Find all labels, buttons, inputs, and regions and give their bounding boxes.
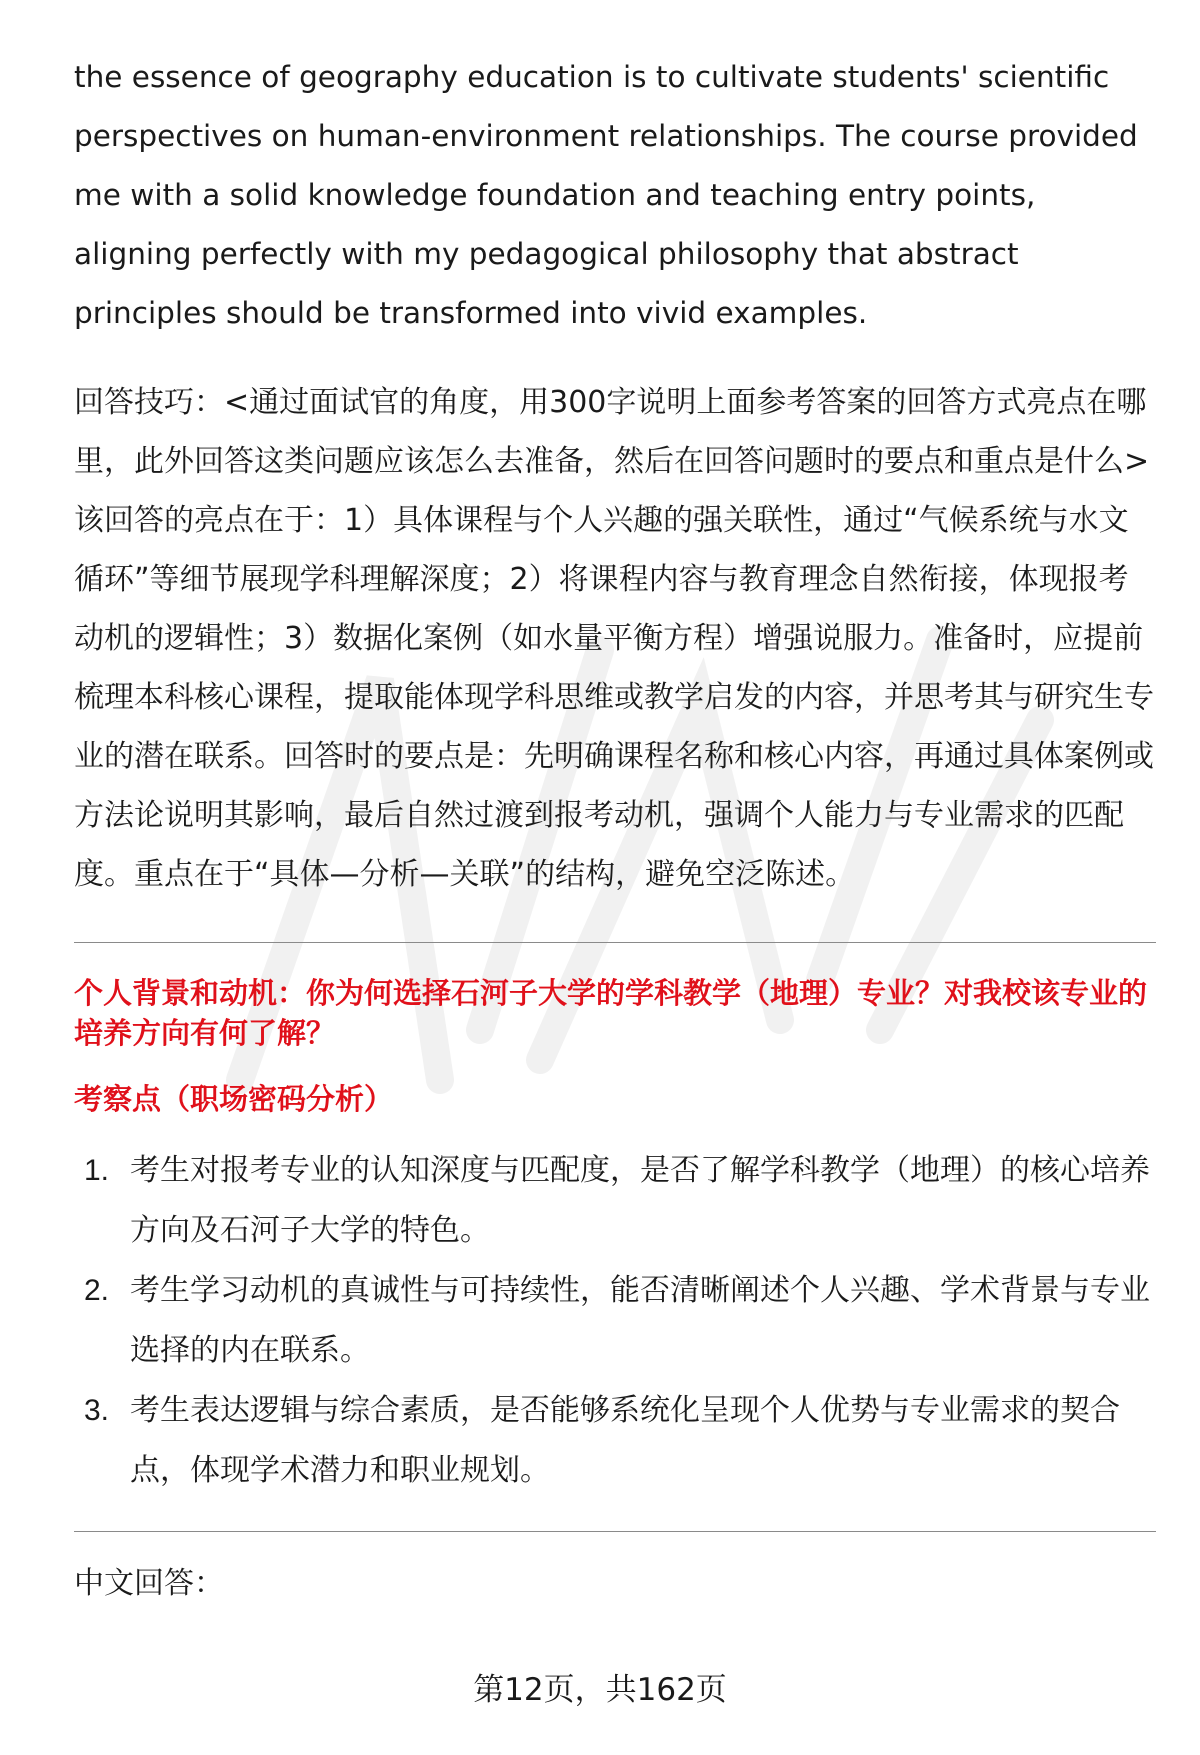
list-item [74,1141,1156,1261]
list-item [74,1381,1156,1501]
page-number-footer: 第12页，共162页 [473,1672,727,1708]
document-page [74,48,1156,1613]
list-item-text: 考生表达逻辑与综合素质，是否能够系统化呈现个人优势与专业需求的契合点，体现学术潜力和职业规划。 [130,1393,1120,1488]
answer-tips-body: 该回答的亮点在于：1）具体课程与个人兴趣的强关联性，通过“气候系统与水文循环”等细节展现学科理解深度；2）将课程内容与教育理念自然衔接，体现报考动机的逻辑性；3）数据化案例（如水量平衡方程）增强说服力。准备时，应提前梳理本科核心课程，提取能体现学科思维或教学启发的内容，并思考其与研究生专业的潜在联系。回答时的要点是：先明确课程名称和核心内容，再通过具体案例或方法论说明其影响，最后自然过渡到报考动机，强调个人能力与专业需求的匹配度。重点在于“具体—分析—关联”的结构，避免空泛陈述。 [74,503,1154,892]
chinese-answer-label: 中文回答： [74,1566,224,1601]
list-item-text: 考生对报考专业的认知深度与匹配度，是否了解学科教学（地理）的核心培养方向及石河子大学的特色。 [130,1153,1150,1248]
question-title: 个人背景和动机：你为何选择石河子大学的学科教学（地理）专业？对我校该专业的培养方向有何了解？ [74,976,1148,1050]
english-answer-paragraph: the essence of geography education is to cultivate students' scientific perspectives on human-environment relationships. The course provided me with a solid knowledge foundation and teaching entry points, aligning perfectly with my pedagogical philosophy that abstract principles should be transformed into vivid examples. [74,60,1138,330]
list-item-number: 1. [84,1154,110,1187]
assessment-points-label: 考察点（职场密码分析） [74,1082,394,1116]
assessment-points-list [74,1141,1156,1501]
list-item-number: 2. [84,1274,110,1307]
list-item-number: 3. [84,1394,110,1427]
answer-tips-heading: 回答技巧：<通过面试官的角度，用300字说明上面参考答案的回答方式亮点在哪里，此外回答这类问题应该怎么去准备，然后在回答问题时的要点和重点是什么> [74,385,1150,479]
list-item-text: 考生学习动机的真诚性与可持续性，能否清晰阐述个人兴趣、学术背景与专业选择的内在联系。 [130,1273,1150,1368]
list-item [74,1261,1156,1381]
